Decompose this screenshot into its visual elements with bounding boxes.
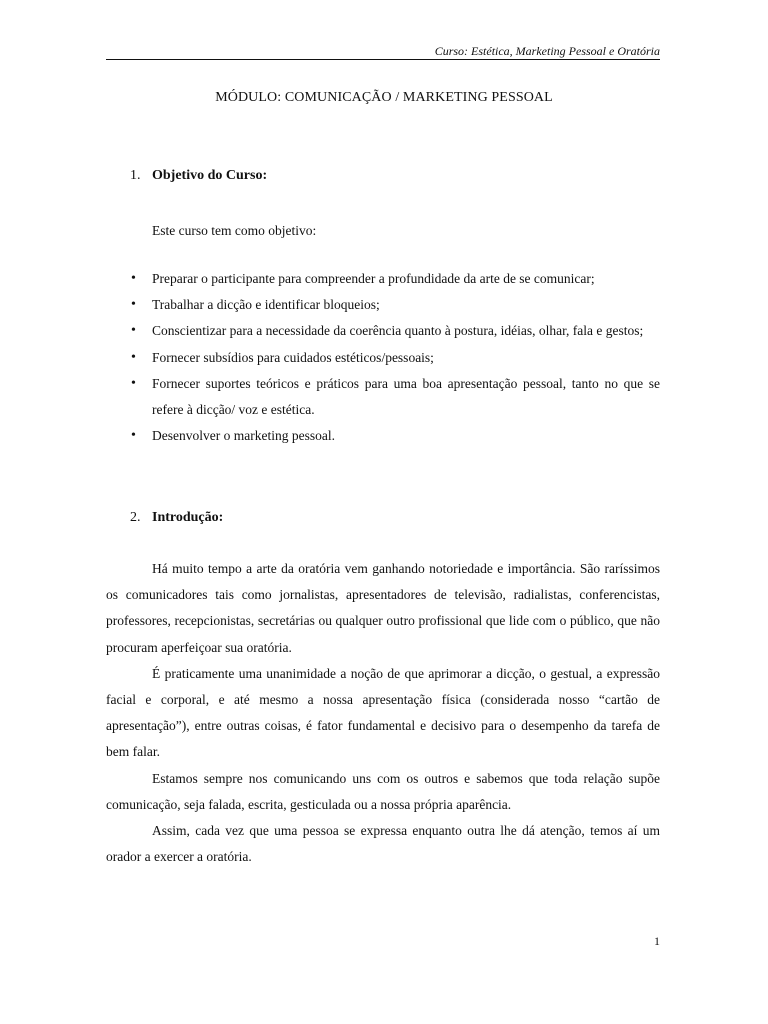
running-header: Curso: Estética, Marketing Pessoal e Oratória xyxy=(106,44,660,60)
list-item: • Trabalhar a dicção e identificar bloqueios; xyxy=(130,292,660,318)
list-item: • Desenvolver o marketing pessoal. xyxy=(130,423,660,449)
section-introducao-heading xyxy=(130,510,223,526)
objetivo-intro: Este curso tem como objetivo: xyxy=(152,223,317,238)
section-number: 2. xyxy=(130,510,141,525)
paragraph: Assim, cada vez que uma pessoa se expressa enquanto outra lhe dá atenção, temos aí um orador a exercer a oratória. xyxy=(106,823,660,865)
section-heading-text: Introdução: xyxy=(152,510,224,525)
paragraph: É praticamente uma unanimidade a noção de que aprimorar a dicção, o gestual, a expressão facial e corporal, e até mesmo a nossa apresentação física (considerada nosso “cartão de apresentação”), entre outras coisas, é fator fundamental e decisivo para o desempenho da tarefa de bem falar. xyxy=(106,665,660,760)
list-item: • Conscientizar para a necessidade da coerência quanto à postura, idéias, olhar, fala e gestos; xyxy=(130,318,660,344)
section-objetivo-heading xyxy=(130,168,267,184)
list-item: • Fornecer subsídios para cuidados estéticos/pessoais; xyxy=(130,345,660,371)
list-item: • Fornecer suportes teóricos e práticos para uma boa apresentação pessoal, tanto no que se refere à dicção/ voz e estética. xyxy=(130,371,660,423)
introducao-body xyxy=(106,556,660,870)
paragraph: Estamos sempre nos comunicando uns com os outros e sabemos que toda relação supõe comunicação, seja falada, escrita, gesticulada ou a nossa própria aparência. xyxy=(106,770,660,812)
section-heading-text: Objetivo do Curso: xyxy=(152,168,268,183)
section-number: 1. xyxy=(130,168,141,183)
objetivo-bullet-list xyxy=(130,266,660,449)
list-item: • Preparar o participante para compreender a profundidade da arte de se comunicar; xyxy=(130,266,660,292)
page-number: 1 xyxy=(654,934,660,948)
module-title: MÓDULO: COMUNICAÇÃO / MARKETING PESSOAL xyxy=(215,90,553,105)
paragraph: Há muito tempo a arte da oratória vem ganhando notoriedade e importância. São raríssimos os comunicadores tais como jornalistas, apresentadores de televisão, radialistas, conferencistas, professores, recepcionistas, secretárias ou qualquer outro profissional que lide com o público, que não procuram aperfeiçoar sua oratória. xyxy=(106,561,660,655)
